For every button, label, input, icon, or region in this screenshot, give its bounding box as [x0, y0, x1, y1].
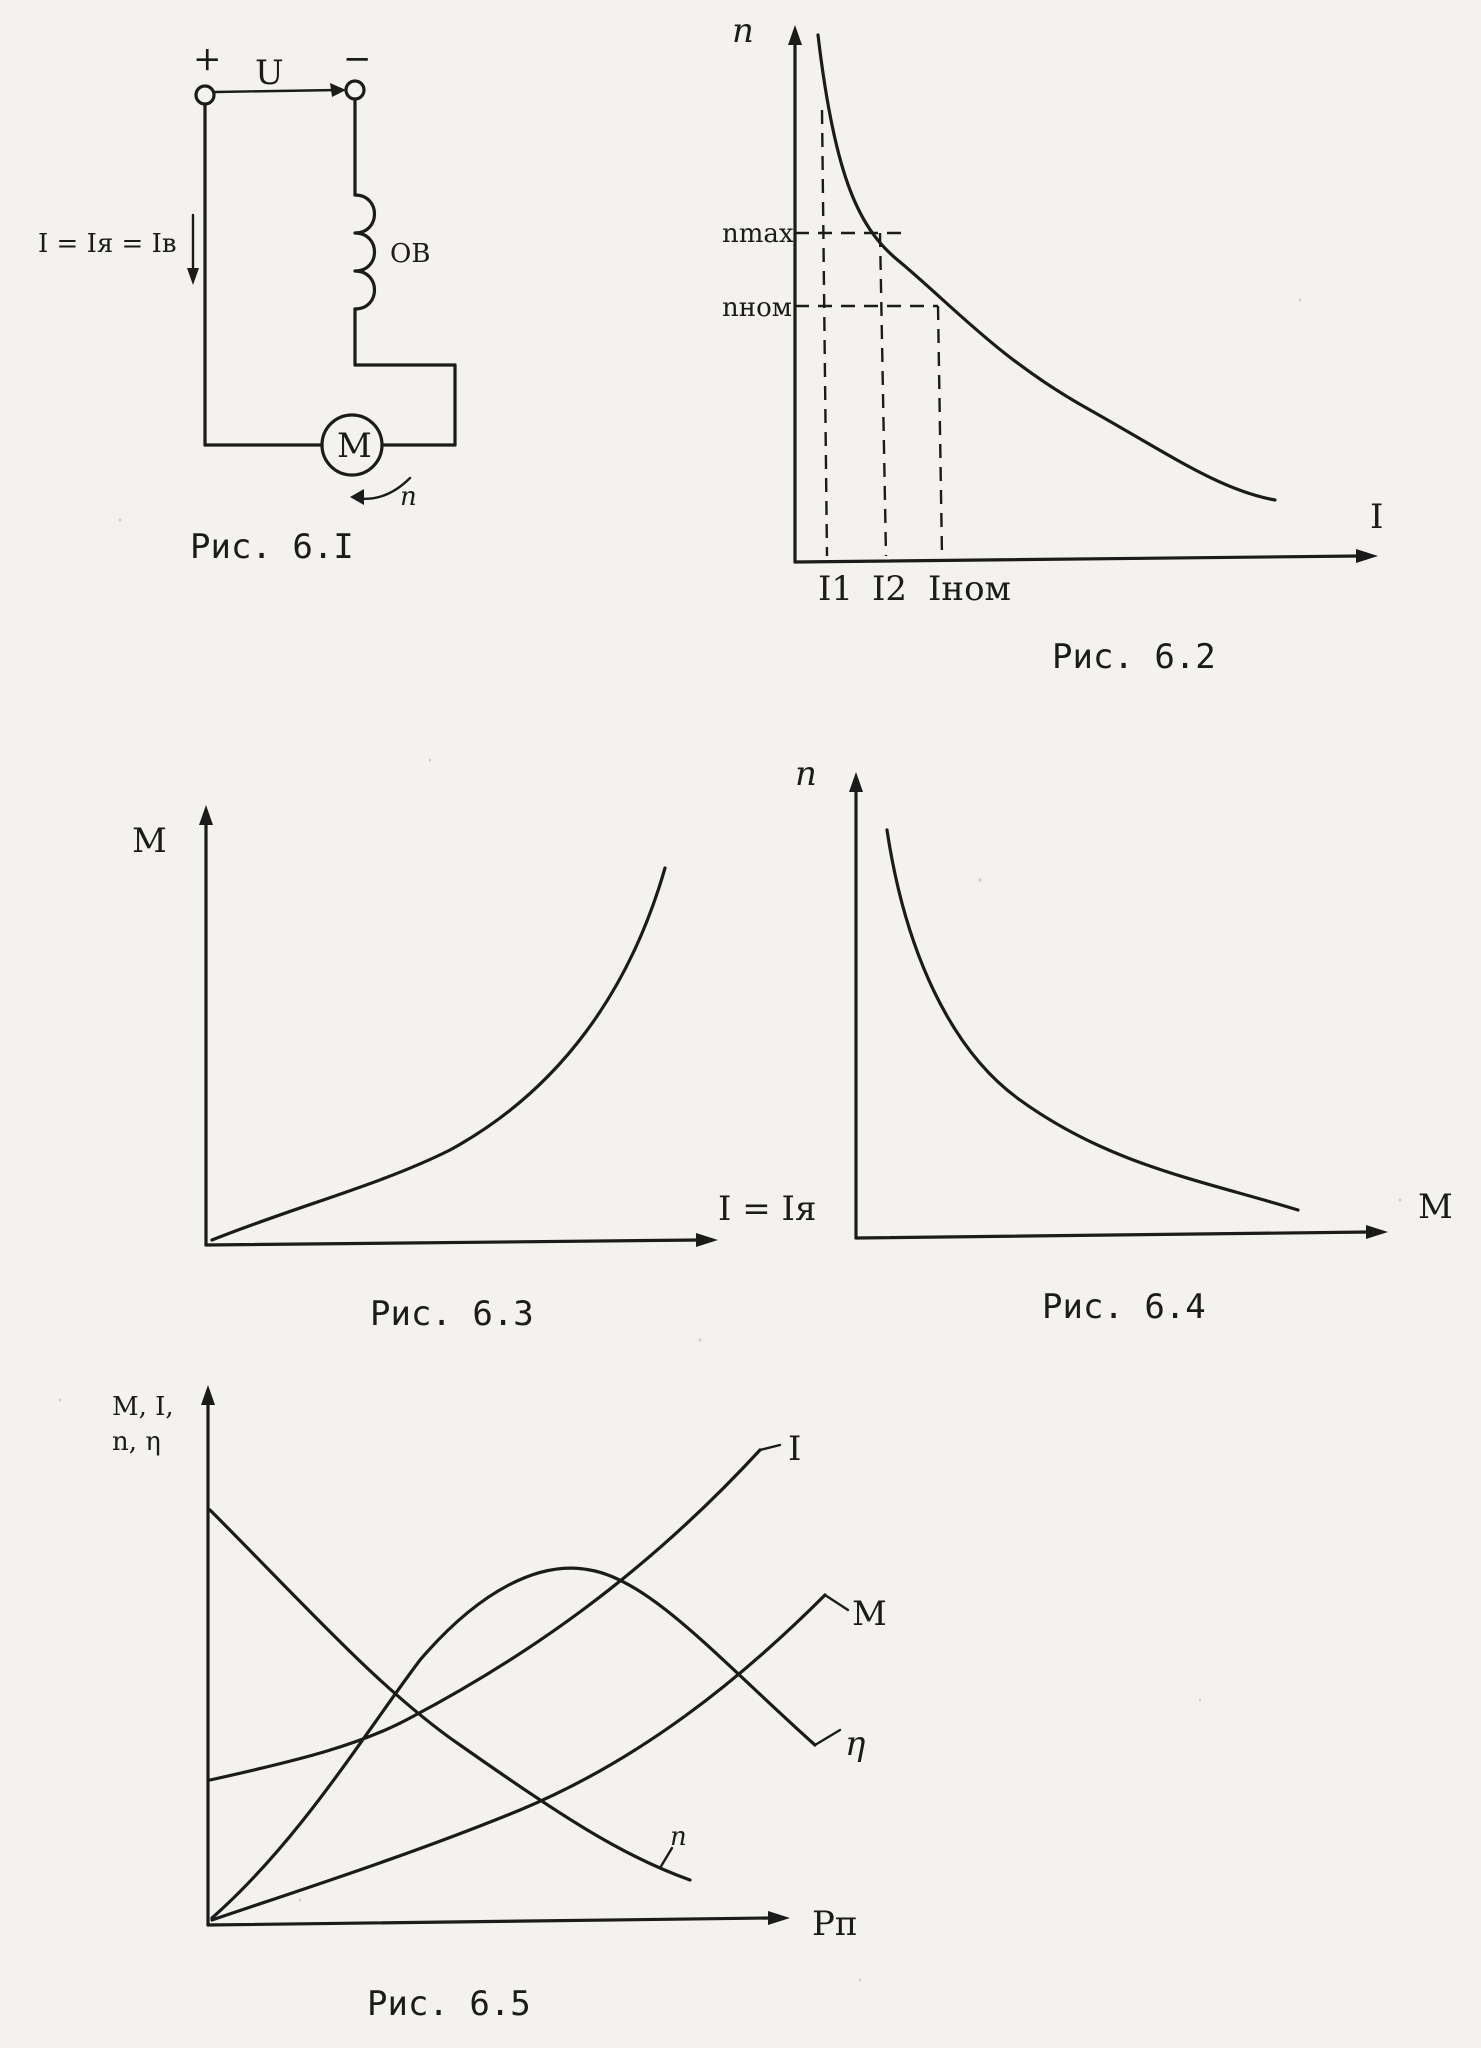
- minus-sign: −: [343, 39, 372, 79]
- i1-guide: [822, 110, 827, 556]
- terminal-minus: [346, 81, 364, 99]
- tick-inom: Iном: [928, 569, 1012, 609]
- tick-i1: I1: [818, 569, 854, 609]
- fig-6-3-caption: Рис. 6.3: [370, 1294, 534, 1334]
- n-nom-label: nном: [722, 293, 792, 323]
- fig-6-2-speed-current: [722, 11, 1383, 677]
- fig-6-4-curve: [887, 830, 1298, 1210]
- fig-6-5-x-axis: [208, 1918, 770, 1925]
- fig-6-4-x-axis: [856, 1232, 1370, 1238]
- fig-6-4-x-label: M: [1418, 1187, 1453, 1227]
- fig-6-3-x-axis: [206, 1240, 700, 1245]
- inom-guide: [938, 306, 942, 556]
- plus-sign: +: [193, 39, 222, 79]
- current-arrow: [187, 268, 199, 285]
- fig-6-5-y-label-1: M, I,: [112, 1392, 174, 1422]
- fig-6-5-caption: Рис. 6.5: [367, 1984, 531, 2024]
- fig-6-5-performance: [112, 1385, 887, 2024]
- fig-6-5-x-label: Pп: [812, 1904, 858, 1944]
- fig-6-2-y-label: n: [732, 11, 754, 51]
- tick-i2: I2: [872, 569, 908, 609]
- voltage-arrow: [330, 83, 346, 97]
- curve-i: [210, 1450, 760, 1780]
- curve-n-label: n: [670, 1822, 687, 1852]
- winding-label: OB: [390, 239, 431, 269]
- rotation-label: n: [400, 482, 417, 512]
- terminal-plus: [196, 86, 214, 104]
- fig-6-4-y-label: n: [795, 754, 817, 794]
- fig-6-1-circuit: [38, 39, 455, 567]
- fig-6-2-x-axis: [795, 556, 1360, 562]
- fig-6-3-curve: [212, 868, 665, 1240]
- curve-eta-label: η: [845, 1724, 866, 1764]
- fig-6-5-y-label-2: n, η: [112, 1427, 161, 1457]
- fig-6-3-y-label: M: [132, 821, 167, 861]
- fig-6-2-curve: [818, 35, 1275, 500]
- fig-6-3-x-label: I = Iя: [718, 1189, 817, 1229]
- curve-eta: [212, 1568, 815, 1918]
- fig-6-2-caption: Рис. 6.2: [1052, 637, 1216, 677]
- fig-6-1-caption: Рис. 6.I: [190, 527, 354, 567]
- fig-6-4-speed-torque: [795, 754, 1453, 1327]
- fig-6-3-torque-current: [132, 805, 816, 1334]
- i2-guide: [880, 233, 886, 556]
- curve-i-label: I: [788, 1429, 802, 1469]
- current-equation: I = Iя = Iв: [38, 229, 177, 259]
- voltage-label: U: [255, 53, 284, 93]
- field-winding-coil: [355, 195, 375, 309]
- fig-6-2-x-label: I: [1370, 497, 1384, 537]
- n-max-label: nmax: [722, 219, 794, 249]
- curve-m-label: M: [852, 1594, 887, 1634]
- fig-6-4-caption: Рис. 6.4: [1042, 1287, 1206, 1327]
- motor-label: M: [337, 426, 372, 466]
